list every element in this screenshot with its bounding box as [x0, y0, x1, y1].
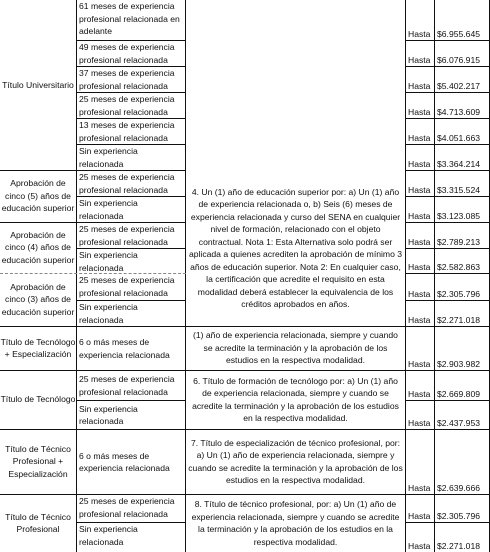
equivalence-8: 8. Título de técnico profesional, por: a) Un (1) año de experiencia relacionada, siempre y cuando se acredite la terminación y la aprobación de los estudios en la respectiva modalidad.	[191, 499, 400, 547]
equivalence-6: 6. Título de formación de tecnólogo por: a) Un (1) año de experiencia relacionada, siempre y cuando se acredite la terminación y la aprobación de los estudios en la respectiva modalidad.	[192, 375, 399, 423]
experience-cell: 25 meses de experiencia profesional relacionada	[79, 172, 175, 195]
hasta-label: Hasta	[408, 482, 431, 493]
hasta-label: Hasta	[408, 510, 431, 521]
hasta-label: Hasta	[408, 80, 431, 91]
hasta-label: Hasta	[408, 261, 431, 272]
hasta-label: Hasta	[408, 417, 431, 428]
amount-cell: $2.582.863	[437, 261, 481, 272]
title-cinco-anos: Aprobación de cinco (5) años de educación superior	[1, 178, 75, 214]
title-universitario: Título Universitario	[2, 79, 74, 90]
equivalence-4: 4. Un (1) año de educación superior por: a) Un (1) año de experiencia relacionada o, b) Seis (6) meses de experiencia relacionada y curso del SENA en cualquier nivel de formación, relacionado con el objeto contractual. Nota 1: Esta Alternativa solo podrá ser aplicada a quienes acrediten la aprobación de mínimo 3 años de educación superior. Nota 2: En cualquier caso, la certificación que acredite el requisito en esta modalidad deberá establecer la equivalencia de los créditos aprobados en años.	[188, 186, 403, 309]
experience-cell: 37 meses de experiencia profesional relacionada	[79, 68, 175, 91]
hasta-label: Hasta	[408, 54, 431, 65]
amount-cell: $2.639.666	[437, 482, 481, 493]
experience-cell: 6 o más meses de experiencia relacionada	[79, 450, 170, 473]
experience-cell: Sin experiencia relacionada	[79, 146, 138, 169]
experience-cell: 25 meses de experiencia profesional relacionada	[79, 275, 175, 298]
experience-cell: Sin experiencia relacionada	[79, 302, 138, 325]
hasta-label: Hasta	[408, 288, 431, 299]
amount-cell: $2.437.953	[437, 417, 481, 428]
amount-cell: $4.051.663	[437, 132, 481, 143]
amount-cell: $5.402.217	[437, 80, 481, 91]
amount-cell: $6.955.645	[437, 28, 481, 39]
experience-cell: 6 o más meses de experiencia relacionada	[79, 337, 170, 360]
hasta-label: Hasta	[408, 388, 431, 399]
experience-cell: Sin experiencia relacionada	[79, 250, 138, 273]
amount-cell: $2.271.018	[437, 540, 481, 551]
hasta-label: Hasta	[408, 314, 431, 325]
amount-cell: $3.315.524	[437, 184, 481, 195]
title-tecnico-esp: Título de Técnico Profesional + Especialización	[5, 443, 71, 479]
amount-cell: $2.305.796	[437, 510, 481, 521]
hasta-label: Hasta	[408, 210, 431, 221]
hasta-label: Hasta	[408, 158, 431, 169]
amount-cell: $2.271.018	[437, 314, 481, 325]
hasta-label: Hasta	[408, 184, 431, 195]
experience-cell: 13 meses de experiencia profesional relacionada	[79, 120, 175, 143]
experience-cell: 25 meses de experiencia profesional relacionada	[79, 94, 175, 117]
amount-cell: $4.713.609	[437, 106, 481, 117]
amount-cell: $6.076.915	[437, 54, 481, 65]
hasta-label: Hasta	[408, 358, 431, 369]
experience-cell: 25 meses de experiencia profesional relacionada	[79, 224, 175, 247]
experience-cell: Sin experiencia relacionada	[79, 198, 138, 221]
title-cuatro-anos: Aprobación de cinco (4) años de educación superior	[1, 229, 75, 265]
hasta-label: Hasta	[408, 132, 431, 143]
amount-cell: $3.364.214	[437, 158, 481, 169]
experience-cell: 25 meses de experiencia profesional relacionada	[79, 496, 175, 519]
experience-cell: Sin experiencia relacionada	[79, 403, 138, 426]
title-tecnico: Título de Técnico Profesional	[5, 511, 71, 534]
experience-cell: 25 meses de experiencia profesional relacionada	[79, 374, 175, 397]
experience-cell: 49 meses de experiencia profesional relacionada	[79, 42, 175, 65]
hasta-label: Hasta	[408, 236, 431, 247]
amount-cell: $2.903.982	[437, 358, 481, 369]
amount-cell: $3.123.085	[437, 210, 481, 221]
amount-cell: $2.305.796	[437, 288, 481, 299]
amount-cell: $2.789.213	[437, 236, 481, 247]
equivalence-7: 7. Título de especialización de técnico profesional, por: a) Un (1) año de experiencia relacionada, siempre y cuando se acredite la terminación y la aprobación de los estudios en la respectiva modalidad.	[188, 437, 403, 485]
title-tres-anos: Aprobación de cinco (3) años de educación superior	[1, 281, 75, 317]
title-tecnologo-esp: Título de Tecnólogo + Especialización	[0, 336, 76, 359]
hasta-label: Hasta	[408, 106, 431, 117]
experience-cell: Sin experiencia relacionada	[79, 524, 138, 547]
equivalence-5: (1) año de experiencia relacionada, siempre y cuando se acredite la terminación y la aprobación de los estudios en la respectiva modalidad.	[193, 330, 398, 366]
col-line	[185, 0, 186, 552]
title-tecnologo: Título de Tecnólogo	[0, 394, 76, 405]
hasta-label: Hasta	[408, 28, 431, 39]
experience-cell: 61 meses de experiencia profesional relacionada en adelante	[79, 1, 180, 36]
hasta-label: Hasta	[408, 540, 431, 551]
amount-cell: $2.669.809	[437, 388, 481, 399]
